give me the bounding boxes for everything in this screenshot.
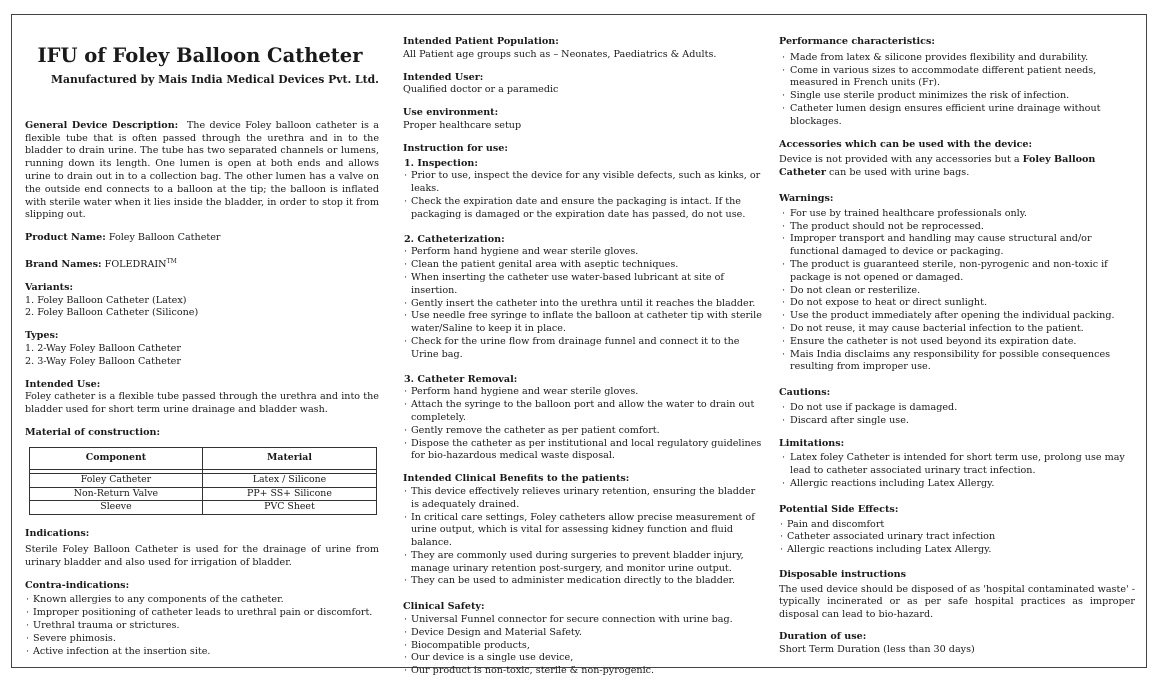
list-item: · The product is guaranteed sterile, non-pyrogenic and non-toxic if package is not opened or damaged. (779, 259, 1135, 285)
list-item: · Perform hand hygiene and wear sterile gloves. (403, 246, 765, 259)
table-cell: Latex / Silicone (202, 473, 376, 487)
list-item: · Pain and discomfort (779, 519, 1135, 532)
accessories-text (779, 154, 1135, 180)
list-item: · Catheter associated urinary tract infection (779, 531, 1135, 544)
disposal-label: Disposable instructions (779, 568, 907, 580)
limitations-section (779, 438, 1135, 491)
variant-item: 2. Foley Balloon Catheter (Silicone) (25, 307, 199, 319)
list-item: · Improper transport and handling may cause structural and/or functional damaged to device or packaging. (779, 233, 1135, 259)
cautions-label: Cautions: (779, 387, 831, 399)
list-item: · Do not expose to heat or direct sunlight. (779, 297, 1135, 310)
list-item: · Perform hand hygiene and wear sterile gloves. (403, 386, 765, 399)
list-item: · The product should not be reprocessed. (779, 221, 1135, 234)
product-name-value: Foley Balloon Catheter (108, 232, 221, 244)
product-name-label: Product Name: (25, 232, 106, 244)
benefits-section (403, 473, 765, 588)
trademark-mark: TM (166, 257, 177, 265)
accessories-product-name: Foley Balloon Catheter (779, 154, 1096, 179)
table-header-component: Component (30, 447, 203, 469)
instructions-label: Instruction for use: (403, 142, 508, 154)
removal-label: 3. Catheter Removal: (404, 373, 518, 385)
limitations-label: Limitations: (779, 437, 845, 449)
list-item: · Prior to use, inspect the device for any visible defects, such as kinks, or leaks. (403, 170, 765, 196)
table-header-material: Material (202, 447, 376, 469)
safety-label: Clinical Safety: (403, 601, 485, 613)
list-item: · Come in various sizes to accommodate different patient needs, measured in French units (Fr). (779, 65, 1135, 91)
list-item: · When inserting the catheter use water-based lubricant at site of insertion. (403, 272, 765, 298)
list-item: · Made from latex & silicone provides flexibility and durability. (779, 52, 1135, 65)
table-row (30, 473, 377, 487)
catheterization-label: 2. Catheterization: (404, 233, 505, 245)
list-item: · Single use sterile product minimizes the risk of infection. (779, 90, 1135, 103)
material-section (25, 427, 379, 515)
list-item: · Universal Funnel connector for secure connection with urine bag. (403, 614, 765, 627)
manufacturer-line: Manufactured by Mais India Medical Devices Pvt. Ltd. (51, 73, 379, 86)
list-item: · Gently remove the catheter as per patient comfort. (403, 425, 765, 438)
list-item: · They are commonly used during surgeries to prevent bladder injury, manage urinary retention post-surgery, and monitor urine output. (403, 550, 765, 576)
accessories-text-part: can be used with urine bags. (829, 167, 970, 179)
list-item: · For use by trained healthcare professionals only. (779, 208, 1135, 221)
brand-names-label: Brand Names: (25, 258, 102, 270)
accessories-label: Accessories which can be used with the device: (779, 138, 1033, 150)
list-item: · Dispose the catheter as per institutional and local regulatory guidelines for bio-hazardous medical waste disposal. (403, 438, 765, 464)
list-item: · Latex foley Catheter is intended for short term use, prolong use may lead to catheter associated urinary tract infection. (779, 452, 1135, 478)
list-item: · Biocompatible products, (403, 640, 765, 653)
list-item: · Severe phimosis. (25, 633, 379, 646)
benefits-label: Intended Clinical Benefits to the patients: (403, 473, 630, 485)
document-title: IFU of Foley Balloon Catheter (37, 44, 363, 67)
general-description-text: The device Foley balloon catheter is a flexible tube that is often passed through the urethra and in to the bladder to drain urine. The tube has two separated channels or lumens, running down its length. One lumen is open at both ends and allows urine to drain out in to a collection bag. The other lumen has a valve on the outside end connects to a balloon at the tip; the balloon is inflated with sterile water when it lies inside the bladder, in order to stop it from slipping out. (25, 119, 379, 221)
column-left (25, 44, 379, 658)
material-label: Material of construction: (25, 426, 161, 438)
user-text: Qualified doctor or a paramedic (403, 84, 559, 96)
list-item: · This device effectively relieves urinary retention, ensuring the bladder is adequately drained. (403, 486, 765, 512)
table-cell: PVC Sheet (202, 501, 376, 515)
brand-names (25, 256, 379, 272)
list-item: · Use the product immediately after opening the individual packing. (779, 310, 1135, 323)
variants-label: Variants: (25, 281, 74, 293)
list-item: · Discard after single use. (779, 415, 1135, 428)
list-item: · Use needle free syringe to inflate the balloon at catheter tip with sterile water/Saline to keep it in place. (403, 310, 765, 336)
indications-text: Sterile Foley Balloon Catheter is used for the drainage of urine from urinary bladder and also used for irrigation of bladder. (25, 543, 379, 568)
duration-label: Duration of use: (779, 631, 867, 643)
cautions-section (779, 387, 1135, 427)
population-section (403, 36, 765, 62)
disposal-text: The used device should be disposed of as 'hospital contaminated waste' - typically incinerated or as per safe hospital practices as improper disposal can lead to bio-hazard. (779, 583, 1135, 621)
table-row (30, 501, 377, 515)
table-cell: Non-Return Valve (30, 487, 203, 501)
table-cell: Sleeve (30, 501, 203, 515)
list-item: · Ensure the catheter is not used beyond its expiration date. (779, 336, 1135, 349)
accessories-section (779, 139, 1135, 180)
population-text: All Patient age groups such as – Neonates, Paediatrics & Adults. (403, 48, 717, 60)
warnings-section (779, 193, 1135, 374)
list-item: · Attach the syringe to the balloon port and allow the water to drain out completely. (403, 399, 765, 425)
table-row (30, 487, 377, 501)
performance-label: Performance characteristics: (779, 36, 935, 47)
general-description (25, 120, 379, 222)
inspection-label: 1. Inspection: (404, 157, 478, 169)
safety-section (403, 601, 765, 678)
type-item: 1. 2-Way Foley Balloon Catheter (25, 342, 181, 354)
list-item: · Check for the urine flow from drainage funnel and connect it to the Urine bag. (403, 336, 765, 362)
column-right (779, 36, 1135, 657)
brand-names-value: FOLEDRAIN (104, 258, 167, 270)
user-section (403, 72, 765, 98)
side-effects-label: Potential Side Effects: (779, 503, 899, 515)
list-item: · They can be used to administer medication directly to the bladder. (403, 575, 765, 588)
list-item: · Catheter lumen design ensures efficient urine drainage without blockages. (779, 103, 1135, 129)
side-effects-section (779, 504, 1135, 557)
list-item: · Clean the patient genital area with aseptic techniques. (403, 259, 765, 272)
environment-label: Use environment: (403, 107, 499, 119)
accessories-text-part: Device is not provided with any accessories but a (779, 154, 1020, 166)
indications-label: Indications: (25, 528, 90, 540)
intended-use-label: Intended Use: (25, 378, 101, 390)
list-item: · Active infection at the insertion site. (25, 646, 379, 659)
duration-section (779, 631, 1135, 657)
table-cell: Foley Catheter (30, 473, 203, 487)
list-item: · Allergic reactions including Latex Allergy. (779, 544, 1135, 557)
list-item: · Our device is a single use device, (403, 652, 765, 665)
disposal-section (779, 569, 1135, 622)
environment-text: Proper healthcare setup (403, 119, 522, 131)
instructions-section (403, 143, 765, 463)
indications-section (25, 528, 379, 569)
population-label: Intended Patient Population: (403, 36, 559, 47)
variant-item: 1. Foley Balloon Catheter (Latex) (25, 294, 187, 306)
list-item: · Urethral trauma or strictures. (25, 620, 379, 633)
list-item: · Gently insert the catheter into the urethra until it reaches the bladder. (403, 298, 765, 311)
variants-section (25, 282, 379, 320)
type-item: 2. 3-Way Foley Balloon Catheter (25, 355, 181, 367)
general-description-label: General Device Description: (25, 119, 179, 131)
contra-section (25, 580, 379, 659)
table-cell: PP+ SS+ Silicone (202, 487, 376, 501)
list-item: · Mais India disclaims any responsibility for possible consequences resulting from improper use. (779, 349, 1135, 375)
list-item: · Check the expiration date and ensure the packaging is intact. If the packaging is damaged or the expiration date has passed, do not use. (403, 196, 765, 222)
column-middle (403, 36, 765, 678)
intended-use-section (25, 379, 379, 417)
list-item: · Improper positioning of catheter leads to urethral pain or discomfort. (25, 607, 379, 620)
list-item: · Device Design and Material Safety. (403, 627, 765, 640)
product-name (25, 232, 379, 245)
list-item: · Do not use if package is damaged. (779, 402, 1135, 415)
list-item: · Allergic reactions including Latex Allergy. (779, 478, 1135, 491)
performance-section (779, 36, 1135, 129)
list-item: · Do not clean or resterilize. (779, 285, 1135, 298)
duration-text: Short Term Duration (less than 30 days) (779, 643, 975, 655)
list-item: · In critical care settings, Foley catheters allow precise measurement of urine output, which is vital for assessing kidney function and fluid balance. (403, 512, 765, 550)
list-item: · Our product is non-toxic, sterile & non-pyrogenic. (403, 665, 765, 678)
list-item: · Known allergies to any components of the catheter. (25, 594, 379, 607)
contra-label: Contra-indications: (25, 579, 130, 591)
warnings-label: Warnings: (779, 192, 834, 204)
user-label: Intended User: (403, 71, 484, 83)
environment-section (403, 107, 765, 133)
types-section (25, 330, 379, 368)
types-label: Types: (25, 330, 59, 342)
intended-use-text: Foley catheter is a flexible tube passed through the urethra and into the bladder used for short term urine drainage and bladder wash. (25, 391, 379, 416)
list-item: · Do not reuse, it may cause bacterial infection to the patient. (779, 323, 1135, 336)
material-table (29, 447, 377, 515)
